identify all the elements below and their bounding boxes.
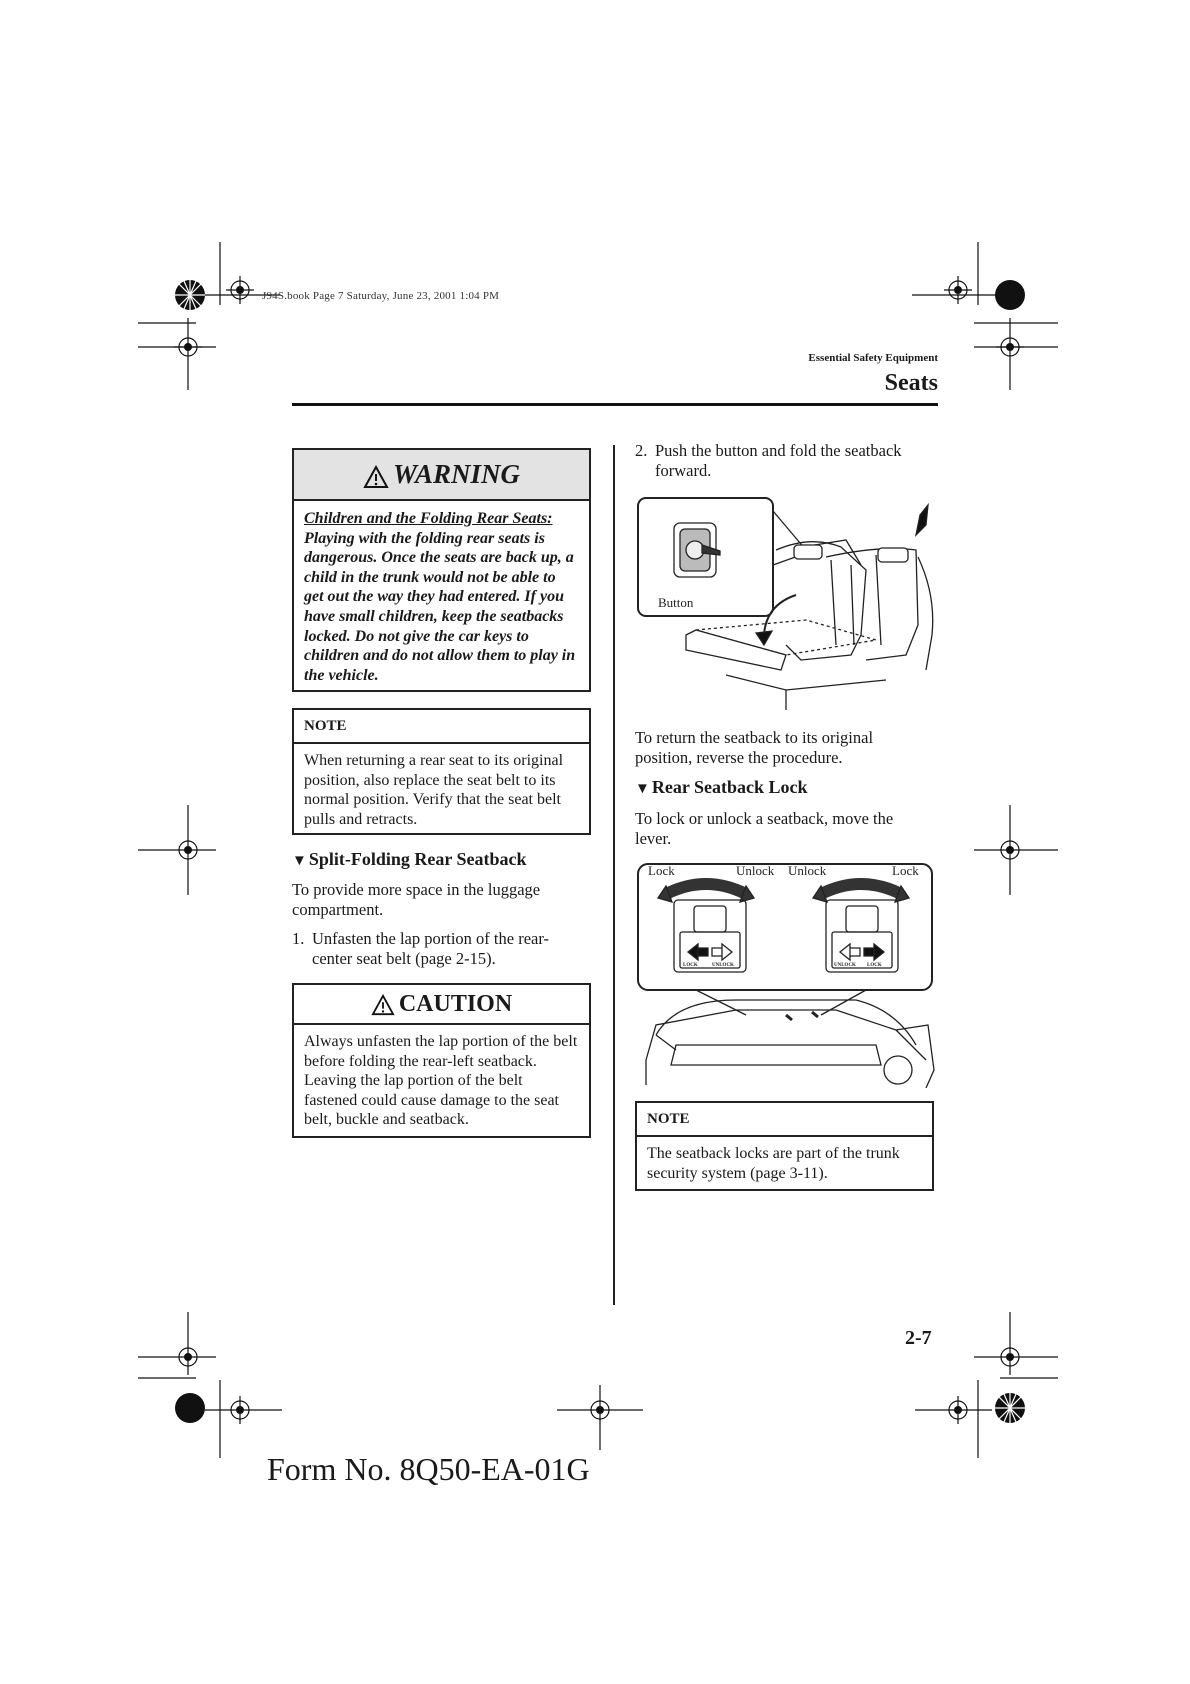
caution-header [294,985,589,1025]
rear-lock-heading [635,777,808,798]
caution-title: CAUTION [398,991,513,1017]
warning-header [294,450,589,501]
note-box-2 [635,1101,934,1191]
warning-title: WARNING [392,459,521,489]
step-2-text: Push the button and fold the seatback forward. [655,441,902,480]
split-folding-intro: To provide more space in the luggage compartment. [292,880,541,919]
section-title: Essential Safety Equipment [808,352,938,364]
figure-2-label-unlock-right: Unlock [788,863,827,878]
rear-lock-text: To lock or unlock a seatback, move the lever. [635,809,894,848]
figure-2-label-unlock-left: Unlock [736,863,775,878]
form-number: Form No. 8Q50-EA-01G [267,1451,590,1487]
note-2-text: The seatback locks are part of the trunk security system (page 3-11). [647,1145,900,1182]
figure-2-label-lock-left: Lock [648,863,675,878]
seatback-lock-illustration [636,860,936,1088]
note-box-1 [292,708,591,835]
triangle-bullet-icon: ▼ [292,853,307,869]
warning-triangle-icon [363,465,389,489]
note-1-header: NOTE [294,710,589,744]
note-2-header: NOTE [637,1103,932,1137]
caution-triangle-icon [371,994,395,1016]
warning-box [292,448,591,692]
column-divider [613,445,615,1305]
figure-2-label-lock-right: Lock [892,863,919,878]
figure-2-tiny-unlock-left: UNLOCK [712,963,734,968]
page-title: Seats [884,370,938,396]
return-text: To return the seatback to its original position, reverse the procedure. [635,728,874,767]
step-2-number: 2. [635,441,648,460]
rear-lock-heading-text: Rear Seatback Lock [651,777,808,797]
warning-text: Playing with the folding rear seats is dangerous. Once the seats are back up, a child in the trunk would not be able to get out the way they had entered. If you have small children, keep the seatbacks locked. Do not give the car keys to children and do not allow them to play in the vehicle. [304,529,576,684]
step-1-number: 1. [292,929,305,948]
step-1-text: Unfasten the lap portion of the rear-center seat belt (page 2-15). [312,929,549,968]
caution-box [292,983,591,1138]
caution-text: Always unfasten the lap portion of the belt before folding the rear-left seatback. Leaving the lap portion of the belt fastened could cause damage to the seat belt, buckle and seatback. [304,1033,578,1129]
note-1-text: When returning a rear seat to its original position, also replace the seat belt to its normal position. Verify that the seat belt pulls and retracts. [304,752,564,828]
header-rule [292,403,938,406]
warning-subtitle: Children and the Folding Rear Seats: [304,510,553,527]
seatback-fold-illustration [636,495,936,720]
split-folding-heading-text: Split-Folding Rear Seatback [308,849,527,869]
figure-2-tiny-unlock-right: UNLOCK [834,963,856,968]
figure-1-label-button: Button [658,595,694,610]
figure-2-tiny-lock-left: LOCK [683,963,698,968]
triangle-bullet-icon: ▼ [635,781,650,797]
split-folding-heading [292,849,527,870]
print-info: J94S.book Page 7 Saturday, June 23, 2001 1:04 PM [262,290,500,302]
figure-2-tiny-lock-right: LOCK [867,963,882,968]
page-number: 2-7 [905,1327,932,1349]
